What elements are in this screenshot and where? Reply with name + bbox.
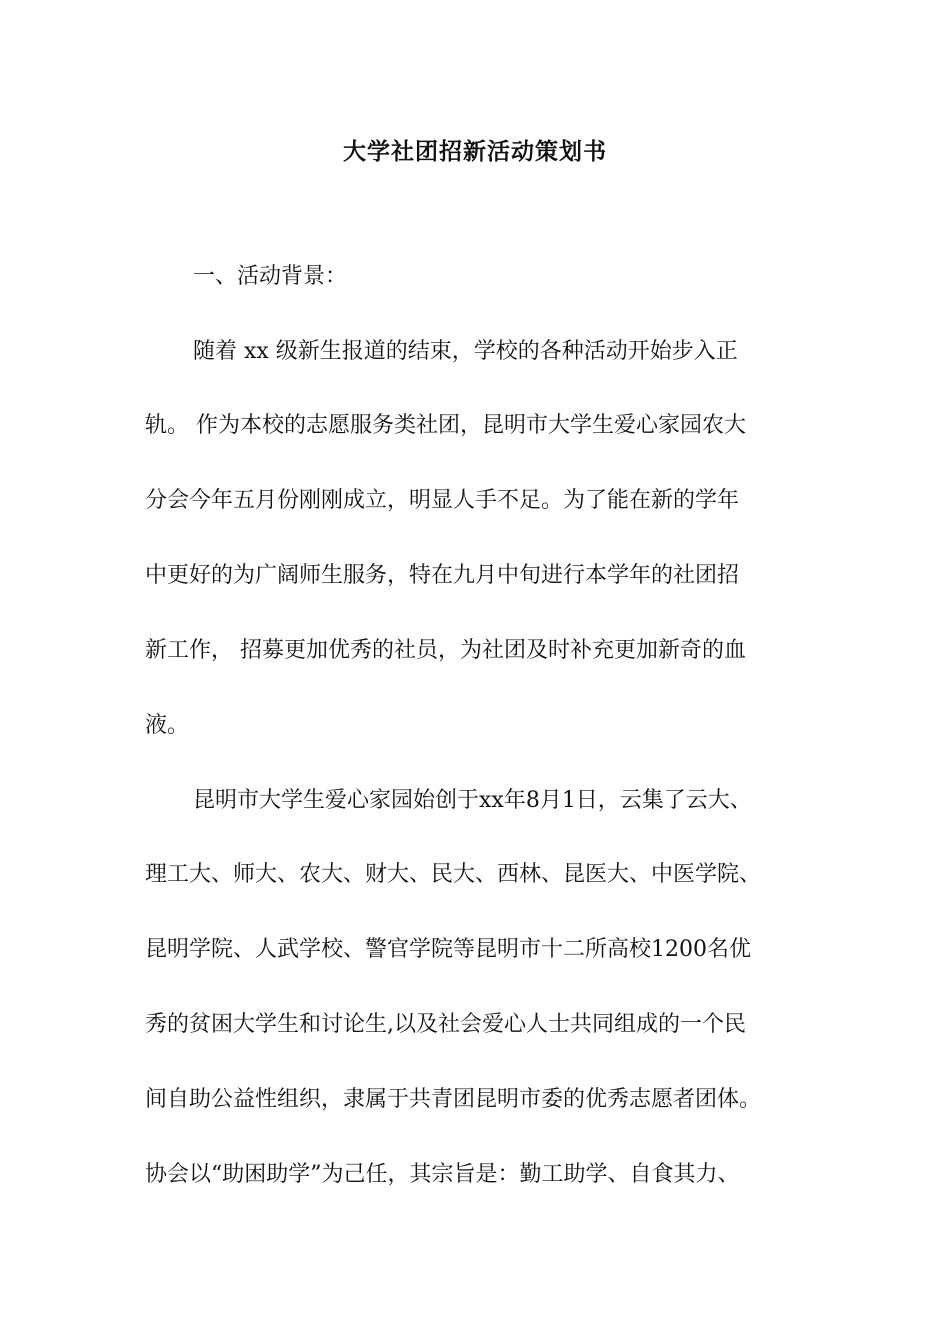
paragraph-line: 随着 xx 级新生报道的结束，学校的各种活动开始步入正 — [193, 339, 738, 364]
paragraph-line: 间自助公益性组织，隶属于共青团昆明市委的优秀志愿者团体。 — [145, 1087, 762, 1112]
paragraph-line: 中更好的为广阔师生服务，特在九月中旬进行本学年的社团招 — [145, 563, 740, 588]
paragraph-line: 新工作， 招募更加优秀的社员，为社团及时补充更加新奇的血 — [145, 638, 746, 663]
paragraph-line: 昆明市大学生爱心家园始创于xx年8月1日，云集了云大、 — [193, 788, 752, 813]
paragraph-line: 轨。 作为本校的志愿服务类社团，昆明市大学生爱心家园农大 — [145, 413, 746, 438]
paragraph-line: 理工大、师大、农大、财大、民大、西林、昆医大、中医学院、 — [145, 862, 762, 887]
document-title: 大学社团招新活动策划书 — [343, 138, 607, 165]
section-heading-background: 一、活动背景： — [193, 264, 348, 289]
paragraph-line: 秀的贫困大学生和讨论生,以及社会爱心人士共同组成的一个民 — [145, 1012, 746, 1037]
paragraph-line: 液。 — [145, 713, 190, 738]
paragraph-line: 分会今年五月份刚刚成立，明显人手不足。为了能在新的学年 — [145, 488, 740, 513]
paragraph-line: 昆明学院、人武学校、警官学院等昆明市十二所高校1200名优 — [145, 937, 751, 962]
paragraph-line: 协会以“助困助学”为己任，其宗旨是：勤工助学、自食其力、 — [145, 1162, 740, 1187]
